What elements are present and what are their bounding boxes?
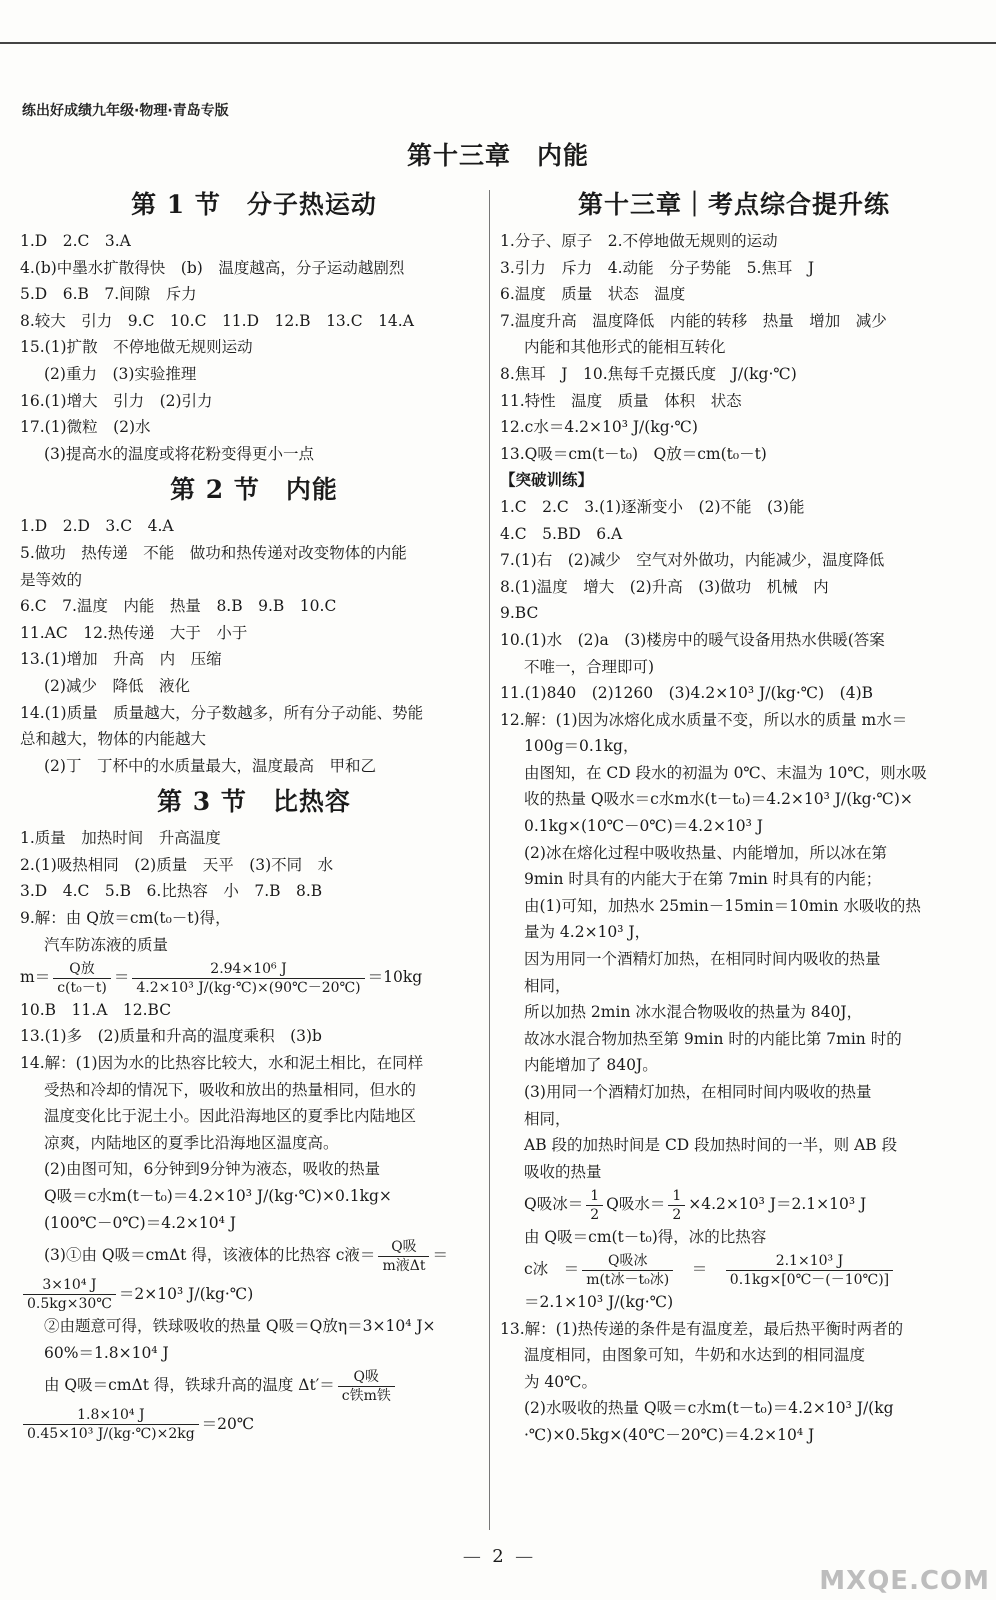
fraction-numerator: 1 [586,1187,603,1206]
section-2-title: 第 2 节 内能 [170,475,338,505]
equation-text: ＝ [113,968,130,987]
answer-line: (100℃－0℃)＝4.2×10⁴ J [44,1213,236,1232]
answer-line: 3.引力 斥力 4.动能 分子势能 5.焦耳 J [500,258,815,277]
answer-line: (2)减少 降低 液化 [44,676,190,695]
fraction [378,1238,429,1275]
answer-line: 2.(1)吸热相同 (2)质量 天平 (3)不同 水 [20,855,334,874]
fraction-numerator: 2.1×10³ J [726,1252,893,1271]
fraction [23,1276,116,1313]
equation-text: c冰 ＝ [524,1260,580,1279]
answer-line: 温度相同，由图象可知，牛奶和水达到的相同温度 [524,1346,866,1365]
review-section-title: 第十三章｜考点综合提升练 [577,190,890,219]
equation-text: (3)①由 Q吸＝cmΔt 得，该液体的比热容 c液＝ [44,1246,376,1265]
answer-line: 13.(1)多 (2)质量和升高的温度乘积 (3)b [20,1027,322,1046]
equation-text: ＝10kg [367,968,423,987]
answer-line: 由(1)可知，加热水 25min－15min＝10min 水吸收的热 [524,896,921,915]
answer-line: 汽车防冻液的质量 [44,935,169,954]
answer-line: 60%＝1.8×10⁴ J [44,1343,169,1362]
answer-line: 4.(b)中墨水扩散得快 (b) 温度越高，分子运动越剧烈 [20,258,405,277]
equation-text: m＝ [20,968,51,987]
answer-line: 8.焦耳 J 10.焦每千克摄氏度 J/(kg·℃) [500,364,797,383]
equation-text: Q吸冰＝ [524,1195,584,1214]
page-number [0,1546,996,1567]
answer-line: 8.(1)温度 增大 (2)升高 (3)做功 机械 内 [500,577,829,596]
column-divider [489,190,490,1530]
answer-line: 4.C 5.BD 6.A [500,524,623,543]
answer-line: 7.(1)右 (2)减少 空气对外做功，内能减少，温度降低 [500,551,885,570]
fraction [586,1187,603,1224]
answer-line: 凉爽，内陆地区的夏季比沿海地区温度高。 [44,1133,339,1152]
answer-line: 0.1kg×(10℃－0℃)＝4.2×10³ J [524,817,764,836]
answer-line: ＝2.1×10³ J/(kg·℃) [524,1292,674,1311]
answer-line: 5.做功 热传递 不能 做功和热传递对改变物体的内能 [20,543,407,562]
fraction-denominator: 0.1kg×[0℃－(－10℃)] [729,1271,890,1288]
answer-line: 3.D 4.C 5.B 6.比热容 小 7.B 8.B [20,882,323,901]
equation-text: ×4.2×10³ J＝2.1×10³ J [688,1195,867,1214]
fraction [53,960,111,997]
fraction-numerator: 2.94×10⁶ J [132,960,364,979]
equation-temperature-result [20,1405,488,1444]
equation-ice-specific-heat [500,1250,968,1289]
answer-line: 9.解：由 Q放＝cm(t₀－t)得， [20,909,231,928]
answer-line: 9.BC [500,604,539,623]
fraction [668,1187,685,1224]
answer-line: 不唯一，合理即可) [524,657,655,676]
fraction-numerator: 1.8×10⁴ J [23,1406,199,1425]
answer-line: 相同， [524,1109,571,1128]
answer-line: 15.(1)扩散 不停地做无规则运动 [20,338,253,357]
answer-line: 8.较大 引力 9.C 10.C 11.D 12.B 13.C 14.A [20,311,414,330]
section-1-title: 第 1 节 分子热运动 [131,190,377,219]
answer-line: 12.c水＝4.2×10³ J/(kg·℃) [500,418,698,437]
equation-text: ＝20℃ [201,1414,255,1433]
answer-line: (2)丁 丁杯中的水质量最大，温度最高 甲和乙 [44,756,376,775]
chapter-title: 第十三章 内能 [406,141,589,170]
answer-line: 量为 4.2×10³ J， [524,923,651,942]
fraction-denominator: 2 [590,1206,600,1223]
fraction [726,1252,893,1289]
answer-line: (2)重力 (3)实验推理 [44,364,197,383]
fraction-numerator: Q吸 [378,1238,429,1257]
answer-line: ·℃)×0.5kg×(40℃－20℃)＝4.2×10⁴ J [524,1425,815,1444]
answer-line: 100g＝0.1kg， [524,737,639,756]
fraction-denominator: 4.2×10³ J/(kg·℃)×(90℃－20℃) [136,979,361,996]
answer-line: 11.AC 12.热传递 大于 小于 [20,623,248,642]
equation-text: 由 Q吸＝cmΔt 得，铁球升高的温度 Δt′＝ [44,1376,335,1395]
answer-line: 由 Q吸＝cm(t－t₀)得，冰的比热容 [524,1227,767,1246]
answer-line: 内能和其他形式的能相互转化 [524,338,726,357]
answer-line: 相同， [524,976,571,995]
fraction-numerator: Q放 [53,960,111,979]
answer-line: 11.(1)840 (2)1260 (3)4.2×10³ J/(kg·℃) (4)B [500,684,874,703]
answer-line: 14.解：(1)因为水的比热容比较大，水和泥土相比，在同样 [20,1053,424,1072]
fraction [338,1368,395,1405]
answer-line: 5.D 6.B 7.间隙 斥力 [20,285,197,304]
equation-specific-heat [20,1236,488,1275]
answer-line: 为 40℃。 [524,1372,597,1391]
answer-line: 温度变化比于泥土小。因此沿海地区的夏季比内陆地区 [44,1107,417,1126]
answer-line: 1.D 2.D 3.C 4.A [20,517,174,536]
answer-line: 总和越大，物体的内能越大 [20,730,207,749]
answer-line: 14.(1)质量 质量越大，分子数越多，所有分子动能、势能 [20,703,424,722]
fraction-numerator: 3×10⁴ J [23,1276,116,1295]
fraction-denominator: 0.5kg×30℃ [27,1296,112,1313]
left-column [20,182,488,1443]
answer-line: 6.C 7.温度 内能 热量 8.B 9.B 10.C [20,597,337,616]
answer-line: 13.(1)增加 升高 内 压缩 [20,650,222,669]
fraction-denominator: c铁m铁 [341,1387,391,1404]
answer-line: 1.C 2.C 3.(1)逐渐变小 (2)不能 (3)能 [500,497,805,516]
equation-text: Q吸水＝ [606,1195,666,1214]
answer-line: 16.(1)增大 引力 (2)引力 [20,391,213,410]
fraction-numerator: Q吸冰 [582,1252,673,1271]
page-number-value: 2 [492,1546,504,1567]
answer-line: 收的热量 Q吸水＝c水m水(t－t₀)＝4.2×10³ J/(kg·℃)× [524,790,913,809]
answer-line: AB 段的加热时间是 CD 段加热时间的一半，则 AB 段 [524,1136,898,1155]
answer-line: 1.分子、原子 2.不停地做无规则的运动 [500,232,778,250]
equation-text: ＝2×10³ J/(kg·℃) [118,1284,254,1303]
answer-line: 受热和冷却的情况下，吸收和放出的热量相同，但水的 [44,1080,417,1099]
fraction-numerator: 1 [668,1187,685,1206]
section-3-title: 第 3 节 比热容 [157,787,351,817]
answer-line: 由图知，在 CD 段水的初温为 0℃、末温为 10℃，则水吸 [524,763,927,782]
fraction-numerator: Q吸 [338,1368,395,1387]
answer-line: 7.温度升高 温度降低 内能的转移 热量 增加 减少 [500,311,887,330]
equation-text: ＝ [676,1260,723,1279]
answer-line: ②由题意可得，铁球吸收的热量 Q吸＝Q放η＝3×10⁴ J× [44,1317,436,1336]
page-number-dash: — [515,1546,534,1567]
equation-antifreeze-mass [20,958,488,997]
fraction [23,1406,199,1443]
answer-line: 1.质量 加热时间 升高温度 [20,829,221,848]
top-rule [0,42,996,44]
fraction-denominator: m液Δt [382,1257,426,1274]
answer-line: 是等效的 [20,570,83,589]
breakthrough-heading: 【突破训练】 [500,470,594,490]
answer-line: 因为用同一个酒精灯加热，在相同时间内吸收的热量 [524,950,881,969]
answer-line: 6.温度 质量 状态 温度 [500,285,686,304]
answer-line: 9min 时具有的内能大于在第 7min 时具有的内能； [524,870,882,889]
answer-line: 11.特性 温度 质量 体积 状态 [500,391,742,410]
answer-line: 10.B 11.A 12.BC [20,1000,172,1019]
answer-line: 12.解：(1)因为冰熔化成水质量不变，所以水的质量 m水＝ [500,710,908,729]
answer-line: 1.D 2.C 3.A [20,232,131,250]
answer-line: 13.Q吸＝cm(t－t₀) Q放＝cm(t₀－t) [500,444,767,463]
page-number-dash: — [462,1546,481,1567]
fraction [582,1252,673,1289]
answer-line: (3)用同一个酒精灯加热，在相同时间内吸收的热量 [524,1083,872,1101]
answer-line: (3)提高水的温度或将花粉变得更小一点 [44,444,314,463]
answer-line: 故冰水混合物加热至第 9min 时的内能比第 7min 时的 [524,1029,902,1048]
answer-line: 10.(1)水 (2)a (3)楼房中的暖气设备用热水供暖(答案 [500,630,885,649]
fraction-denominator: 0.45×10³ J/(kg·℃)×2kg [27,1426,195,1443]
fraction [132,960,364,997]
equation-ice-heat [500,1185,968,1224]
answer-line: (2)水吸收的热量 Q吸＝c水m(t－t₀)＝4.2×10³ J/(kg [524,1399,894,1418]
fraction-denominator: 2 [672,1206,682,1223]
equation-specific-heat-result [20,1275,488,1314]
answer-line: (2)由图可知，6分钟到9分钟为液态，吸收的热量 [44,1160,381,1179]
answer-line: 内能增加了 840J。 [524,1056,658,1075]
answer-line: (2)冰在熔化过程中吸收热量、内能增加，所以冰在第 [524,843,887,862]
answer-line: 所以加热 2min 冰水混合物吸收的热量为 840J， [524,1003,863,1022]
answer-line: 17.(1)微粒 (2)水 [20,418,151,437]
equation-text: ＝ [432,1246,448,1265]
fraction-denominator: m(t冰－t₀冰) [586,1271,670,1288]
answer-line: 吸收的热量 [524,1162,602,1181]
right-column [500,182,968,1449]
site-watermark: MXQE.COM [819,1566,990,1596]
answer-line: Q吸＝c水m(t－t₀)＝4.2×10³ J/(kg·℃)×0.1kg× [44,1186,392,1205]
equation-temperature-rise [20,1366,488,1405]
running-head: 练出好成绩九年级·物理·青岛专版 [22,103,229,119]
answer-line: 13.解：(1)热传递的条件是有温度差，最后热平衡时两者的 [500,1319,904,1338]
fraction-denominator: c(t₀－t) [57,979,107,996]
